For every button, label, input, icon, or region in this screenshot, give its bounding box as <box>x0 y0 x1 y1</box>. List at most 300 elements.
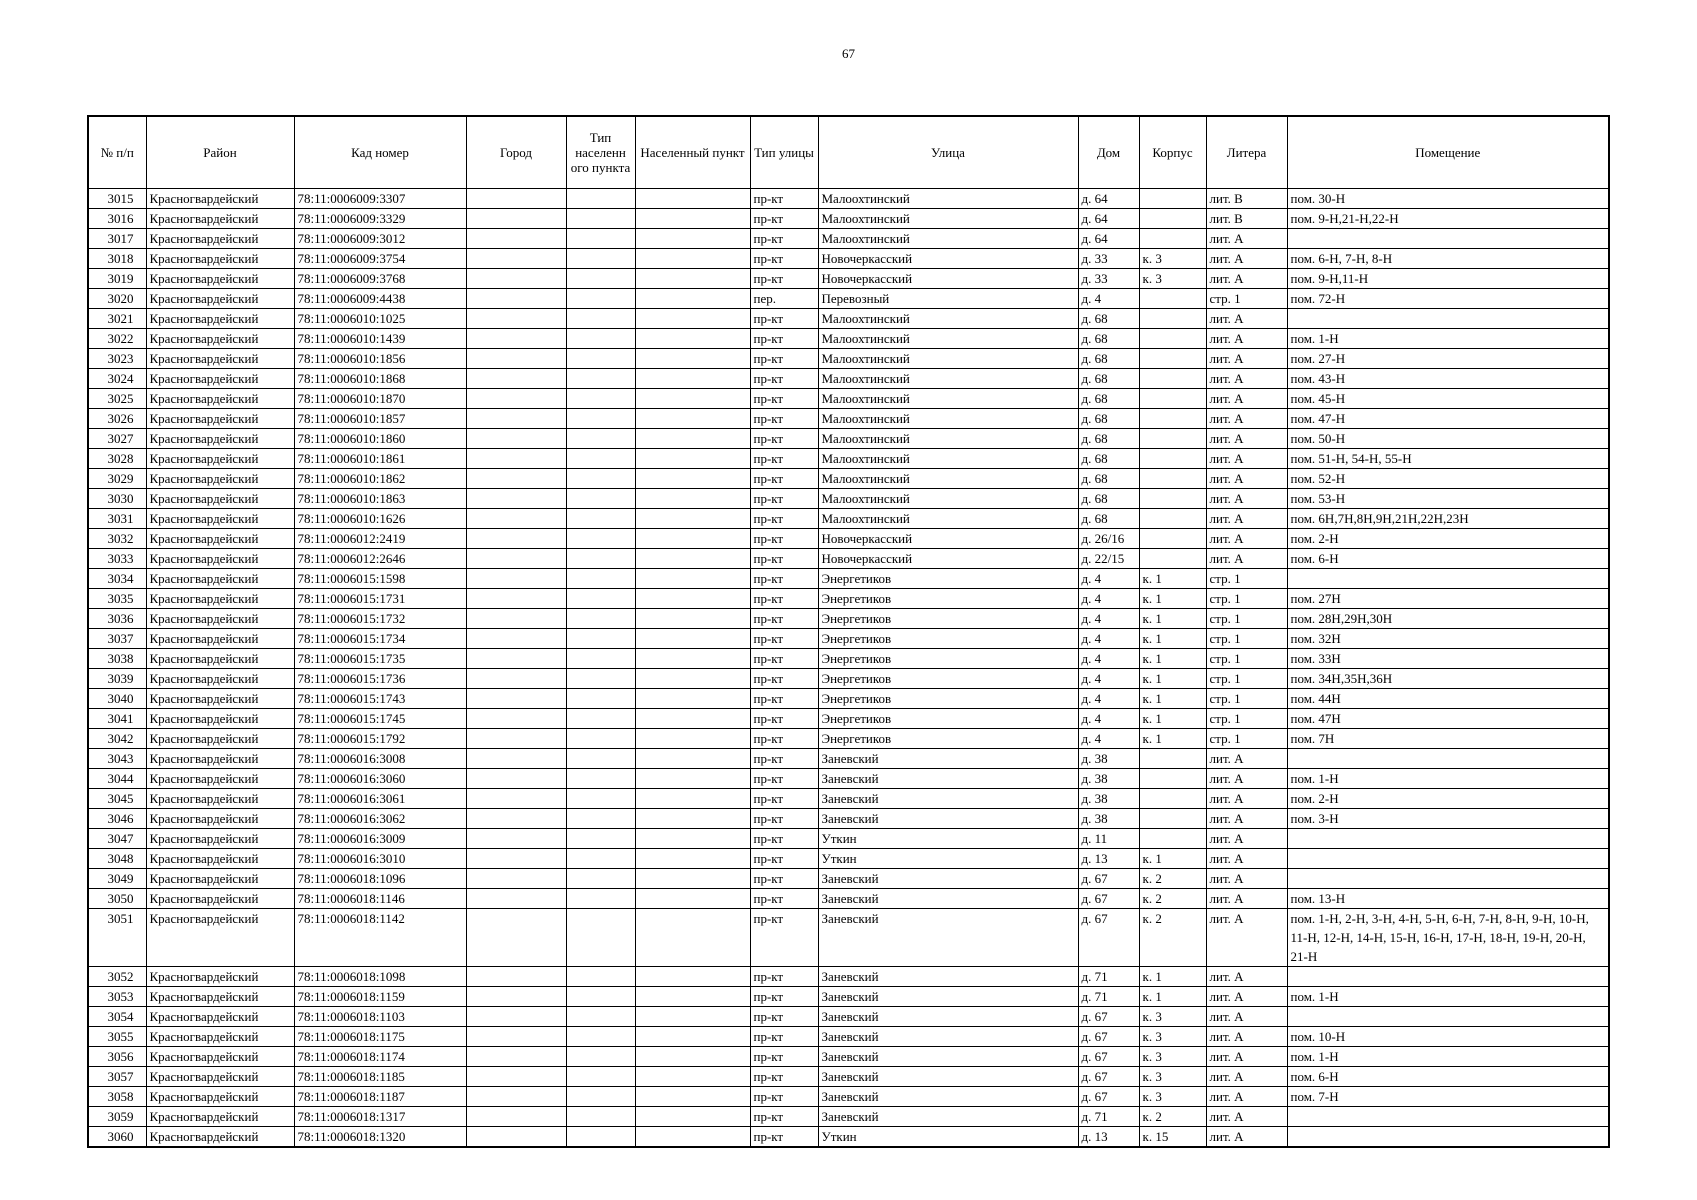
col-cadastral: 78:11:0006018:1185 <box>294 1067 466 1087</box>
col-settlement-type <box>566 889 635 909</box>
col-settlement-type <box>566 1127 635 1148</box>
col-street-type: пр-кт <box>750 849 818 869</box>
col-house: д. 67 <box>1078 1087 1139 1107</box>
col-premises: пом. 2-Н <box>1287 789 1609 809</box>
col-premises <box>1287 309 1609 329</box>
col-district: Красногвардейский <box>146 769 294 789</box>
col-cadastral: 78:11:0006015:1598 <box>294 569 466 589</box>
col-house: д. 67 <box>1078 1067 1139 1087</box>
col-premises <box>1287 749 1609 769</box>
col-street: Энергетиков <box>818 629 1078 649</box>
col-district: Красногвардейский <box>146 309 294 329</box>
col-street: Малоохтинский <box>818 409 1078 429</box>
col-building: к. 3 <box>1139 249 1206 269</box>
header-col-street: Улица <box>818 116 1078 189</box>
col-building: к. 3 <box>1139 1007 1206 1027</box>
col-street-type: пр-кт <box>750 749 818 769</box>
col-number: 3047 <box>88 829 146 849</box>
col-letter: лит. А <box>1206 1107 1287 1127</box>
col-district: Красногвардейский <box>146 1007 294 1027</box>
col-house: д. 68 <box>1078 449 1139 469</box>
col-premises: пом. 3-Н <box>1287 809 1609 829</box>
col-building <box>1139 389 1206 409</box>
table-row <box>88 589 1609 609</box>
col-number: 3026 <box>88 409 146 429</box>
col-cadastral: 78:11:0006010:1862 <box>294 469 466 489</box>
col-letter: лит. А <box>1206 309 1287 329</box>
col-street-type: пр-кт <box>750 1067 818 1087</box>
col-premises <box>1287 1007 1609 1027</box>
col-house: д. 67 <box>1078 889 1139 909</box>
col-building: к. 1 <box>1139 649 1206 669</box>
col-house: д. 33 <box>1078 249 1139 269</box>
col-settlement <box>635 749 750 769</box>
col-street-type: пр-кт <box>750 349 818 369</box>
col-district: Красногвардейский <box>146 1127 294 1148</box>
col-district: Красногвардейский <box>146 289 294 309</box>
table-row <box>88 429 1609 449</box>
col-settlement <box>635 1047 750 1067</box>
table-row <box>88 1067 1609 1087</box>
col-street-type: пер. <box>750 289 818 309</box>
col-city <box>466 909 566 967</box>
property-registry-table <box>87 115 1610 1148</box>
col-settlement <box>635 889 750 909</box>
col-letter: лит. А <box>1206 849 1287 869</box>
col-house: д. 4 <box>1078 609 1139 629</box>
col-letter: лит. А <box>1206 809 1287 829</box>
col-settlement <box>635 389 750 409</box>
col-house: д. 4 <box>1078 709 1139 729</box>
col-street-type: пр-кт <box>750 429 818 449</box>
col-street: Заневский <box>818 869 1078 889</box>
col-number: 3050 <box>88 889 146 909</box>
col-premises: пом. 7Н <box>1287 729 1609 749</box>
col-district: Красногвардейский <box>146 569 294 589</box>
col-house: д. 4 <box>1078 669 1139 689</box>
table-row <box>88 309 1609 329</box>
col-street: Заневский <box>818 889 1078 909</box>
col-street-type: пр-кт <box>750 569 818 589</box>
col-street: Новочеркасский <box>818 269 1078 289</box>
col-letter: лит. А <box>1206 529 1287 549</box>
table-row <box>88 889 1609 909</box>
col-building <box>1139 369 1206 389</box>
col-cadastral: 78:11:0006010:1025 <box>294 309 466 329</box>
col-district: Красногвардейский <box>146 229 294 249</box>
col-house: д. 68 <box>1078 369 1139 389</box>
col-premises <box>1287 829 1609 849</box>
col-city <box>466 649 566 669</box>
col-district: Красногвардейский <box>146 849 294 869</box>
col-settlement <box>635 669 750 689</box>
col-number: 3025 <box>88 389 146 409</box>
col-building <box>1139 309 1206 329</box>
col-number: 3030 <box>88 489 146 509</box>
col-settlement-type <box>566 569 635 589</box>
col-cadastral: 78:11:0006018:1098 <box>294 967 466 987</box>
col-cadastral: 78:11:0006010:1626 <box>294 509 466 529</box>
col-street: Энергетиков <box>818 569 1078 589</box>
table-row <box>88 369 1609 389</box>
col-number: 3059 <box>88 1107 146 1127</box>
col-building: к. 1 <box>1139 669 1206 689</box>
col-cadastral: 78:11:0006010:1860 <box>294 429 466 449</box>
col-city <box>466 1007 566 1027</box>
col-street: Энергетиков <box>818 669 1078 689</box>
col-letter: лит. А <box>1206 909 1287 967</box>
col-house: д. 67 <box>1078 1027 1139 1047</box>
col-building: к. 3 <box>1139 1067 1206 1087</box>
col-street: Заневский <box>818 1007 1078 1027</box>
col-city <box>466 529 566 549</box>
col-settlement-type <box>566 509 635 529</box>
col-settlement <box>635 649 750 669</box>
col-number: 3032 <box>88 529 146 549</box>
col-number: 3046 <box>88 809 146 829</box>
col-city <box>466 309 566 329</box>
col-building: к. 3 <box>1139 1087 1206 1107</box>
col-premises: пом. 34Н,35Н,36Н <box>1287 669 1609 689</box>
col-settlement <box>635 629 750 649</box>
col-letter: лит. А <box>1206 869 1287 889</box>
col-building <box>1139 449 1206 469</box>
col-number: 3054 <box>88 1007 146 1027</box>
col-district: Красногвардейский <box>146 269 294 289</box>
col-street: Заневский <box>818 909 1078 967</box>
col-cadastral: 78:11:0006010:1857 <box>294 409 466 429</box>
col-cadastral: 78:11:0006015:1732 <box>294 609 466 629</box>
col-cadastral: 78:11:0006009:3329 <box>294 209 466 229</box>
col-building: к. 15 <box>1139 1127 1206 1148</box>
col-building <box>1139 509 1206 529</box>
col-street: Уткин <box>818 829 1078 849</box>
col-district: Красногвардейский <box>146 369 294 389</box>
col-cadastral: 78:11:0006018:1317 <box>294 1107 466 1127</box>
col-premises: пом. 72-Н <box>1287 289 1609 309</box>
col-city <box>466 509 566 529</box>
col-settlement <box>635 967 750 987</box>
col-street-type: пр-кт <box>750 1027 818 1047</box>
col-street-type: пр-кт <box>750 209 818 229</box>
col-premises: пом. 43-Н <box>1287 369 1609 389</box>
col-street: Энергетиков <box>818 709 1078 729</box>
table-row <box>88 609 1609 629</box>
col-number: 3060 <box>88 1127 146 1148</box>
col-settlement <box>635 729 750 749</box>
col-street-type: пр-кт <box>750 909 818 967</box>
col-building <box>1139 749 1206 769</box>
col-district: Красногвардейский <box>146 789 294 809</box>
col-settlement-type <box>566 309 635 329</box>
col-city <box>466 469 566 489</box>
header-col-building: Корпус <box>1139 116 1206 189</box>
table-row <box>88 1087 1609 1107</box>
col-settlement <box>635 189 750 209</box>
col-street: Малоохтинский <box>818 369 1078 389</box>
col-settlement-type <box>566 329 635 349</box>
table-row <box>88 869 1609 889</box>
col-city <box>466 809 566 829</box>
table-row <box>88 809 1609 829</box>
col-city <box>466 889 566 909</box>
col-house: д. 67 <box>1078 1007 1139 1027</box>
col-letter: стр. 1 <box>1206 669 1287 689</box>
col-house: д. 68 <box>1078 329 1139 349</box>
table-row <box>88 449 1609 469</box>
col-number: 3058 <box>88 1087 146 1107</box>
table-header <box>88 116 1609 189</box>
col-street: Энергетиков <box>818 589 1078 609</box>
col-city <box>466 987 566 1007</box>
col-house: д. 67 <box>1078 1047 1139 1067</box>
col-letter: стр. 1 <box>1206 609 1287 629</box>
col-letter: лит. А <box>1206 829 1287 849</box>
col-city <box>466 1027 566 1047</box>
col-cadastral: 78:11:0006016:3062 <box>294 809 466 829</box>
col-settlement <box>635 1107 750 1127</box>
col-settlement <box>635 469 750 489</box>
col-letter: лит. А <box>1206 409 1287 429</box>
col-premises: пом. 1-Н <box>1287 769 1609 789</box>
col-street-type: пр-кт <box>750 769 818 789</box>
col-cadastral: 78:11:0006015:1736 <box>294 669 466 689</box>
col-number: 3024 <box>88 369 146 389</box>
table-row <box>88 389 1609 409</box>
col-house: д. 68 <box>1078 429 1139 449</box>
header-col-cadastral: Кад номер <box>294 116 466 189</box>
col-cadastral: 78:11:0006016:3060 <box>294 769 466 789</box>
col-premises: пом. 1-Н <box>1287 987 1609 1007</box>
col-letter: лит. А <box>1206 369 1287 389</box>
col-number: 3016 <box>88 209 146 229</box>
col-cadastral: 78:11:0006009:3012 <box>294 229 466 249</box>
table-row <box>88 789 1609 809</box>
header-col-premises: Помещение <box>1287 116 1609 189</box>
col-settlement <box>635 569 750 589</box>
col-street: Заневский <box>818 1087 1078 1107</box>
col-premises: пом. 51-Н, 54-Н, 55-Н <box>1287 449 1609 469</box>
table-row <box>88 987 1609 1007</box>
table-row <box>88 729 1609 749</box>
col-building <box>1139 489 1206 509</box>
col-settlement-type <box>566 589 635 609</box>
table-row <box>88 769 1609 789</box>
col-number: 3029 <box>88 469 146 489</box>
col-premises: пом. 27-Н <box>1287 349 1609 369</box>
table-row <box>88 409 1609 429</box>
col-settlement <box>635 1027 750 1047</box>
col-district: Красногвардейский <box>146 349 294 369</box>
col-city <box>466 1127 566 1148</box>
col-house: д. 38 <box>1078 749 1139 769</box>
col-district: Красногвардейский <box>146 469 294 489</box>
col-number: 3037 <box>88 629 146 649</box>
col-house: д. 64 <box>1078 209 1139 229</box>
col-cadastral: 78:11:0006018:1175 <box>294 1027 466 1047</box>
col-street-type: пр-кт <box>750 309 818 329</box>
col-premises: пом. 6Н,7Н,8Н,9Н,21Н,22Н,23Н <box>1287 509 1609 529</box>
col-settlement <box>635 1127 750 1148</box>
col-number: 3033 <box>88 549 146 569</box>
col-district: Красногвардейский <box>146 329 294 349</box>
col-letter: стр. 1 <box>1206 569 1287 589</box>
col-street: Заневский <box>818 987 1078 1007</box>
col-settlement <box>635 987 750 1007</box>
col-settlement-type <box>566 429 635 449</box>
table-row <box>88 649 1609 669</box>
col-settlement <box>635 789 750 809</box>
col-building <box>1139 769 1206 789</box>
col-street-type: пр-кт <box>750 609 818 629</box>
col-city <box>466 1087 566 1107</box>
col-city <box>466 209 566 229</box>
col-street-type: пр-кт <box>750 889 818 909</box>
col-building: к. 2 <box>1139 909 1206 967</box>
col-premises: пом. 45-Н <box>1287 389 1609 409</box>
col-number: 3041 <box>88 709 146 729</box>
col-street-type: пр-кт <box>750 389 818 409</box>
col-cadastral: 78:11:0006015:1734 <box>294 629 466 649</box>
col-premises: пом. 6-Н, 7-Н, 8-Н <box>1287 249 1609 269</box>
col-settlement-type <box>566 749 635 769</box>
col-house: д. 71 <box>1078 967 1139 987</box>
col-settlement <box>635 229 750 249</box>
col-settlement-type <box>566 789 635 809</box>
col-street: Малоохтинский <box>818 449 1078 469</box>
col-cadastral: 78:11:0006010:1861 <box>294 449 466 469</box>
col-settlement <box>635 289 750 309</box>
col-settlement <box>635 449 750 469</box>
col-district: Красногвардейский <box>146 629 294 649</box>
col-premises: пом. 6-Н <box>1287 549 1609 569</box>
col-street: Малоохтинский <box>818 189 1078 209</box>
table-row <box>88 229 1609 249</box>
col-settlement-type <box>566 1087 635 1107</box>
col-district: Красногвардейский <box>146 729 294 749</box>
col-building: к. 1 <box>1139 629 1206 649</box>
col-street: Заневский <box>818 769 1078 789</box>
col-district: Красногвардейский <box>146 869 294 889</box>
col-settlement-type <box>566 987 635 1007</box>
col-cadastral: 78:11:0006016:3061 <box>294 789 466 809</box>
col-building: к. 2 <box>1139 869 1206 889</box>
col-building: к. 2 <box>1139 1107 1206 1127</box>
col-settlement <box>635 829 750 849</box>
col-building <box>1139 329 1206 349</box>
col-city <box>466 409 566 429</box>
col-street-type: пр-кт <box>750 987 818 1007</box>
col-premises: пом. 13-Н <box>1287 889 1609 909</box>
col-house: д. 13 <box>1078 849 1139 869</box>
col-district: Красногвардейский <box>146 409 294 429</box>
col-street-type: пр-кт <box>750 529 818 549</box>
col-city <box>466 1107 566 1127</box>
col-letter: лит. В <box>1206 189 1287 209</box>
col-premises: пом. 6-Н <box>1287 1067 1609 1087</box>
col-street: Заневский <box>818 1027 1078 1047</box>
col-building <box>1139 469 1206 489</box>
col-street: Уткин <box>818 849 1078 869</box>
col-district: Красногвардейский <box>146 749 294 769</box>
table-row <box>88 489 1609 509</box>
col-house: д. 38 <box>1078 789 1139 809</box>
col-house: д. 22/15 <box>1078 549 1139 569</box>
col-city <box>466 389 566 409</box>
col-street: Малоохтинский <box>818 329 1078 349</box>
col-letter: лит. А <box>1206 349 1287 369</box>
table-row <box>88 509 1609 529</box>
col-district: Красногвардейский <box>146 1067 294 1087</box>
col-district: Красногвардейский <box>146 549 294 569</box>
col-city <box>466 849 566 869</box>
header-col-city: Город <box>466 116 566 189</box>
table-row <box>88 209 1609 229</box>
table-row <box>88 629 1609 649</box>
col-cadastral: 78:11:0006018:1146 <box>294 889 466 909</box>
col-settlement-type <box>566 909 635 967</box>
col-city <box>466 249 566 269</box>
col-city <box>466 269 566 289</box>
col-settlement-type <box>566 409 635 429</box>
col-building: к. 1 <box>1139 709 1206 729</box>
col-city <box>466 1047 566 1067</box>
col-settlement <box>635 869 750 889</box>
col-settlement-type <box>566 469 635 489</box>
col-cadastral: 78:11:0006016:3009 <box>294 829 466 849</box>
col-house: д. 38 <box>1078 809 1139 829</box>
col-house: д. 13 <box>1078 1127 1139 1148</box>
col-building: к. 2 <box>1139 889 1206 909</box>
col-settlement-type <box>566 229 635 249</box>
col-number: 3035 <box>88 589 146 609</box>
col-street: Заневский <box>818 749 1078 769</box>
col-street: Малоохтинский <box>818 509 1078 529</box>
col-settlement-type <box>566 189 635 209</box>
col-district: Красногвардейский <box>146 967 294 987</box>
col-street-type: пр-кт <box>750 669 818 689</box>
col-cadastral: 78:11:0006018:1320 <box>294 1127 466 1148</box>
header-col-district: Район <box>146 116 294 189</box>
col-street-type: пр-кт <box>750 829 818 849</box>
col-cadastral: 78:11:0006018:1174 <box>294 1047 466 1067</box>
col-number: 3015 <box>88 189 146 209</box>
col-premises: пом. 47-Н <box>1287 409 1609 429</box>
col-premises: пом. 9-Н,21-Н,22-Н <box>1287 209 1609 229</box>
col-letter: лит. А <box>1206 769 1287 789</box>
col-street: Малоохтинский <box>818 349 1078 369</box>
col-cadastral: 78:11:0006018:1096 <box>294 869 466 889</box>
col-city <box>466 189 566 209</box>
col-street: Малоохтинский <box>818 429 1078 449</box>
col-district: Красногвардейский <box>146 1087 294 1107</box>
col-building: к. 1 <box>1139 967 1206 987</box>
col-street-type: пр-кт <box>750 469 818 489</box>
col-district: Красногвардейский <box>146 529 294 549</box>
col-settlement-type <box>566 809 635 829</box>
table-row <box>88 849 1609 869</box>
col-district: Красногвардейский <box>146 1047 294 1067</box>
col-district: Красногвардейский <box>146 589 294 609</box>
col-house: д. 71 <box>1078 987 1139 1007</box>
col-number: 3042 <box>88 729 146 749</box>
col-building: к. 1 <box>1139 689 1206 709</box>
col-settlement <box>635 329 750 349</box>
col-house: д. 4 <box>1078 569 1139 589</box>
col-settlement <box>635 529 750 549</box>
col-district: Красногвардейский <box>146 389 294 409</box>
col-district: Красногвардейский <box>146 1027 294 1047</box>
